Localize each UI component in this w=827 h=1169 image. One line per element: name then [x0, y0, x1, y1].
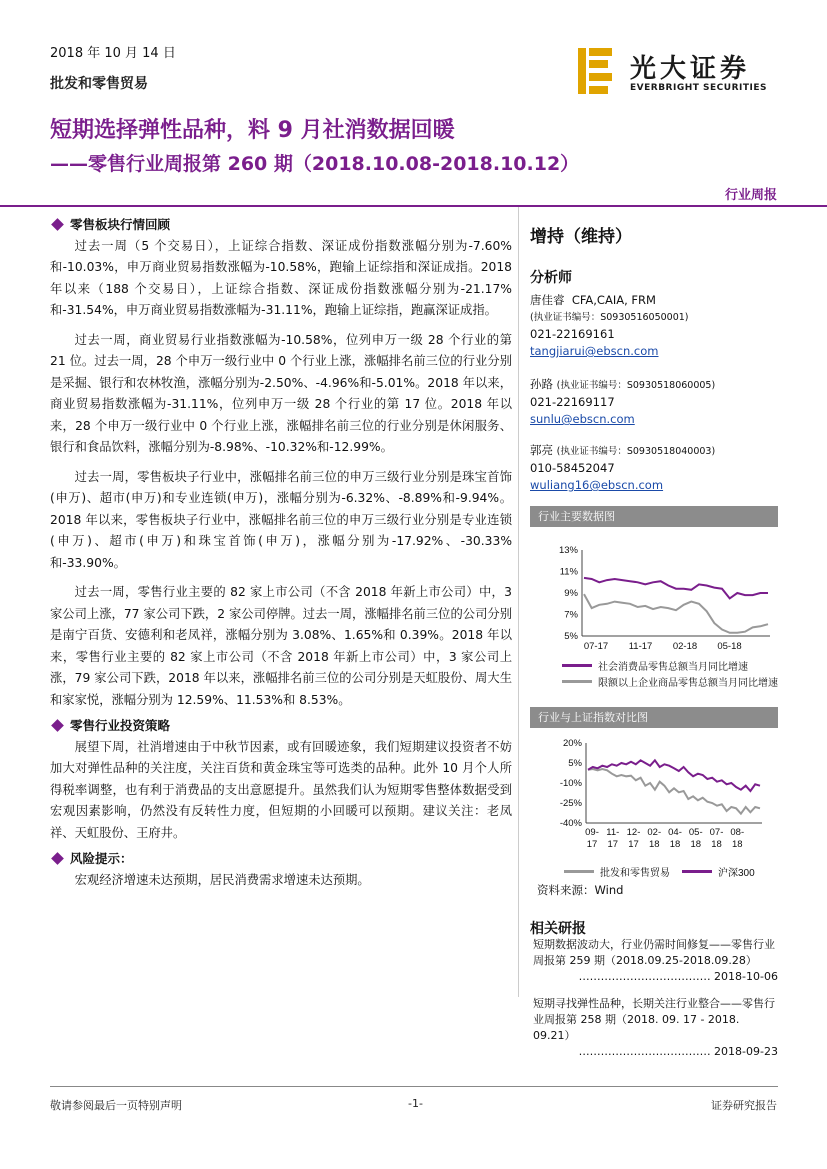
analyst-phone: 021-22169161 — [530, 327, 615, 341]
legend-swatch — [682, 870, 712, 873]
series-line-1 — [584, 594, 768, 633]
chart1-heading: 行业主要数据图 — [530, 506, 778, 527]
analyst-phone: 021-22169117 — [530, 395, 615, 409]
x-tick-label: 17 — [607, 839, 619, 850]
analyst-name: 郭亮 — [530, 443, 553, 457]
y-tick-label: -40% — [559, 818, 582, 829]
analyst-block — [530, 376, 780, 428]
page-number: -1- — [408, 1097, 423, 1110]
section-heading-market-review — [50, 214, 512, 236]
footer-disclaimer: 敬请参阅最后一页特别声明 — [50, 1099, 182, 1112]
section-heading-risk — [50, 848, 512, 870]
section-heading-text: 零售板块行情回顾 — [70, 217, 171, 232]
legend-swatch — [564, 870, 594, 873]
logo-cn-text: 光大证券 — [630, 54, 751, 84]
x-tick-label: 11-17 — [628, 641, 653, 652]
legend-label: 沪深300 — [718, 867, 755, 879]
analyst-cert: (执业证书编号：S0930518060005) — [556, 380, 716, 391]
legend-label: 社会消费品零售总额当月同比增速 — [598, 661, 748, 673]
x-tick-label: 18 — [648, 839, 660, 850]
logo-mark-icon — [578, 48, 612, 94]
x-tick-label: 07- — [709, 827, 724, 838]
y-tick-label: 5% — [568, 758, 582, 769]
x-tick-label: 18 — [669, 839, 681, 850]
x-tick-label: 18 — [731, 839, 743, 850]
industry-label: 批发和零售贸易 — [50, 76, 148, 92]
x-tick-label: 08- — [730, 827, 745, 838]
related-report-date: ……………………………… 2018-10-06 — [578, 970, 778, 983]
x-tick-label: 17 — [628, 839, 639, 850]
analyst-block — [530, 442, 780, 494]
rating: 增持（维持） — [530, 227, 632, 247]
diamond-bullet-icon — [51, 218, 64, 231]
x-tick-label: 07-17 — [583, 641, 609, 652]
chart-source: 资料来源：Wind — [537, 883, 624, 897]
section-heading-strategy — [50, 715, 512, 737]
analyst-phone: 010-58452047 — [530, 461, 615, 475]
x-tick-label: 12- — [626, 827, 641, 838]
analyst-email-link[interactable]: sunlu@ebscn.com — [530, 412, 635, 426]
legend-row — [564, 863, 780, 879]
chart1 — [530, 532, 780, 692]
chart2 — [530, 733, 780, 878]
related-report[interactable] — [533, 996, 778, 1060]
report-type-label: 行业周报 — [724, 188, 777, 203]
related-research-heading: 相关研报 — [530, 921, 586, 937]
legend-item — [562, 673, 780, 689]
analyst-email-link[interactable]: wuliang16@ebscn.com — [530, 478, 664, 492]
report-date: 2018 年 10 月 14 日 — [50, 46, 176, 61]
legend-label: 限额以上企业商品零售总额当月同比增速 — [598, 677, 778, 689]
y-tick-label: 20% — [562, 738, 582, 749]
column-divider — [518, 207, 519, 997]
analyst-name: 唐佳睿 — [530, 293, 565, 307]
x-tick-label: 05- — [688, 827, 703, 838]
chart1-plot — [530, 532, 780, 652]
analyst-credentials: CFA,CAIA, FRM — [571, 293, 656, 307]
diamond-bullet-icon — [51, 852, 64, 865]
analyst-name: 孙路 — [530, 377, 553, 391]
y-tick-label: 9% — [564, 588, 578, 599]
y-tick-label: -25% — [559, 798, 582, 809]
analyst-email-link[interactable]: tangjiarui@ebscn.com — [530, 344, 659, 358]
x-tick-label: 09- — [585, 827, 599, 838]
legend-label: 批发和零售贸易 — [600, 867, 670, 879]
y-tick-label: -10% — [559, 778, 582, 789]
related-report-title[interactable]: 短期寻找弹性品种，长期关注行业整合——零售行业周报第 258 期（2018. 09. 17 - 2018. 09.21） — [533, 997, 775, 1042]
series-line-0 — [584, 578, 768, 599]
chart2-plot — [530, 733, 780, 858]
analyst-cert: (执业证书编号：S0930516050001) — [530, 312, 689, 323]
section-heading-text: 零售行业投资策略 — [70, 718, 171, 733]
y-tick-label: 11% — [559, 566, 578, 578]
x-tick-label: 18 — [690, 839, 702, 850]
analyst-heading: 分析师 — [530, 270, 572, 286]
analyst-cert: (执业证书编号：S0930518040003) — [556, 446, 716, 457]
x-tick-label: 02-18 — [672, 641, 698, 652]
related-report[interactable] — [533, 937, 778, 985]
section-heading-text: 风险提示： — [70, 851, 133, 866]
paragraph: 宏观经济增速未达预期，居民消费需求增速未达预期。 — [74, 872, 370, 887]
x-tick-label: 04- — [668, 827, 682, 838]
y-tick-label: 7% — [564, 609, 578, 621]
analyst-block — [530, 292, 780, 360]
x-tick-label: 18 — [711, 839, 722, 850]
x-tick-label: 02- — [647, 827, 662, 838]
x-tick-label: 17 — [586, 839, 598, 850]
page-title: 短期选择弹性品种，料 9 月社消数据回暖 — [50, 118, 455, 143]
header-divider — [0, 205, 827, 207]
y-tick-label: 5% — [564, 631, 578, 642]
page-subtitle: ——零售行业周报第 260 期（2018.10.08-2018.10.12） — [50, 153, 580, 175]
legend-item — [562, 657, 780, 673]
diamond-bullet-icon — [51, 719, 64, 732]
paragraph: 展望下周，社消增速由于中秋节因素，或有回暖迹象，我们短期建议投资者不妨加大对弹性品种的关注度，关注百货和黄金珠宝等可选类的品种。此外 10 月个人所得税率调整，也有利于消费品的支出意愿提升。虽然我们认为短期零售整体数据受到宏观因素影响，仍然没有反转性力度，但短期的小回暖可以预期。建议关注：老凤祥、天虹股份、王府井。 — [50, 739, 512, 840]
related-report-title[interactable]: 短期数据波动大，行业仍需时间修复——零售行业周报第 259 期（2018.09.25-2018.09.28） — [533, 938, 775, 967]
legend-swatch — [562, 664, 592, 667]
main-column — [50, 214, 512, 899]
everbright-logo — [578, 48, 778, 96]
footer-report-label: 证券研究报告 — [711, 1099, 777, 1112]
x-tick-label: 11- — [606, 827, 620, 838]
chart2-heading: 行业与上证指数对比图 — [530, 707, 778, 728]
related-report-date: ……………………………… 2018-09-23 — [578, 1045, 778, 1058]
footer-divider — [50, 1086, 778, 1087]
paragraph: 过去一周，商业贸易行业指数涨幅为-10.58%，位列申万一级 28 个行业的第 21 位。过去一周，28 个申万一级行业中 0 个行业上涨，涨幅排名前三位的行业分别是采掘、银行和农林牧渔，涨幅分别为-2.50%、-4.96%和-5.01%。2018 年以来，商业贸易指数涨幅为-31.11%，位列申万一级 28 个行业的第 17 位。2018 年以来，28 个申万一级行业中 0 个行业上涨，涨幅排名前三位的行业分别是休闲服务、银行和食品饮料，涨幅分别为-8.98%、-10.32%和-12.99%。 — [50, 332, 512, 454]
legend-swatch — [562, 680, 592, 683]
paragraph: 过去一周（5 个交易日），上证综合指数、深证成份指数涨幅分别为-7.60%和-10.03%，申万商业贸易指数涨幅为-10.58%，跑输上证综指和深证成指。2018 年以来（188 个交易日），上证综合指数、深证成份指数涨幅分别为-21.17%和-31.54%，申万商业贸易指数涨幅为-31.11%，跑输上证综指，跑赢深证成指。 — [50, 238, 512, 317]
series-line-0 — [588, 769, 760, 814]
paragraph: 过去一周，零售板块子行业中，涨幅排名前三位的申万三级行业分别是珠宝首饰(申万)、超市(申万)和专业连锁(申万)，涨幅分别为-6.32%、-8.89%和-9.94%。2018 年以来，零售板块子行业中，涨幅排名前三位的申万三级行业分别是专业连锁(申万)、超市(申万)和珠宝首饰(申万)，涨幅分别为-17.92%、-30.33%和-33.90%。 — [50, 469, 512, 570]
logo-en-text: EVERBRIGHT SECURITIES — [630, 83, 767, 93]
x-tick-label: 05-18 — [717, 641, 742, 652]
paragraph: 过去一周，零售行业主要的 82 家上市公司（不含 2018 年新上市公司）中，3 家公司上涨，77 家公司下跌，2 家公司停牌。过去一周，涨幅排名前三位的公司分别是南宁百货、安德利和老凤祥，涨幅分别为 3.08%、1.65%和 0.39%。2018 年以来，零售行业主要的 82 家上市公司（不含 2018 年新上市公司）中，3 家公司上涨，79 家公司下跌，2018 年以来，涨幅排名前三位的公司分别是天虹股份、周大生和家家悦，涨幅分别为 12.59%、11.53%和 8.53%。 — [50, 585, 512, 707]
y-tick-label: 13% — [558, 545, 578, 556]
